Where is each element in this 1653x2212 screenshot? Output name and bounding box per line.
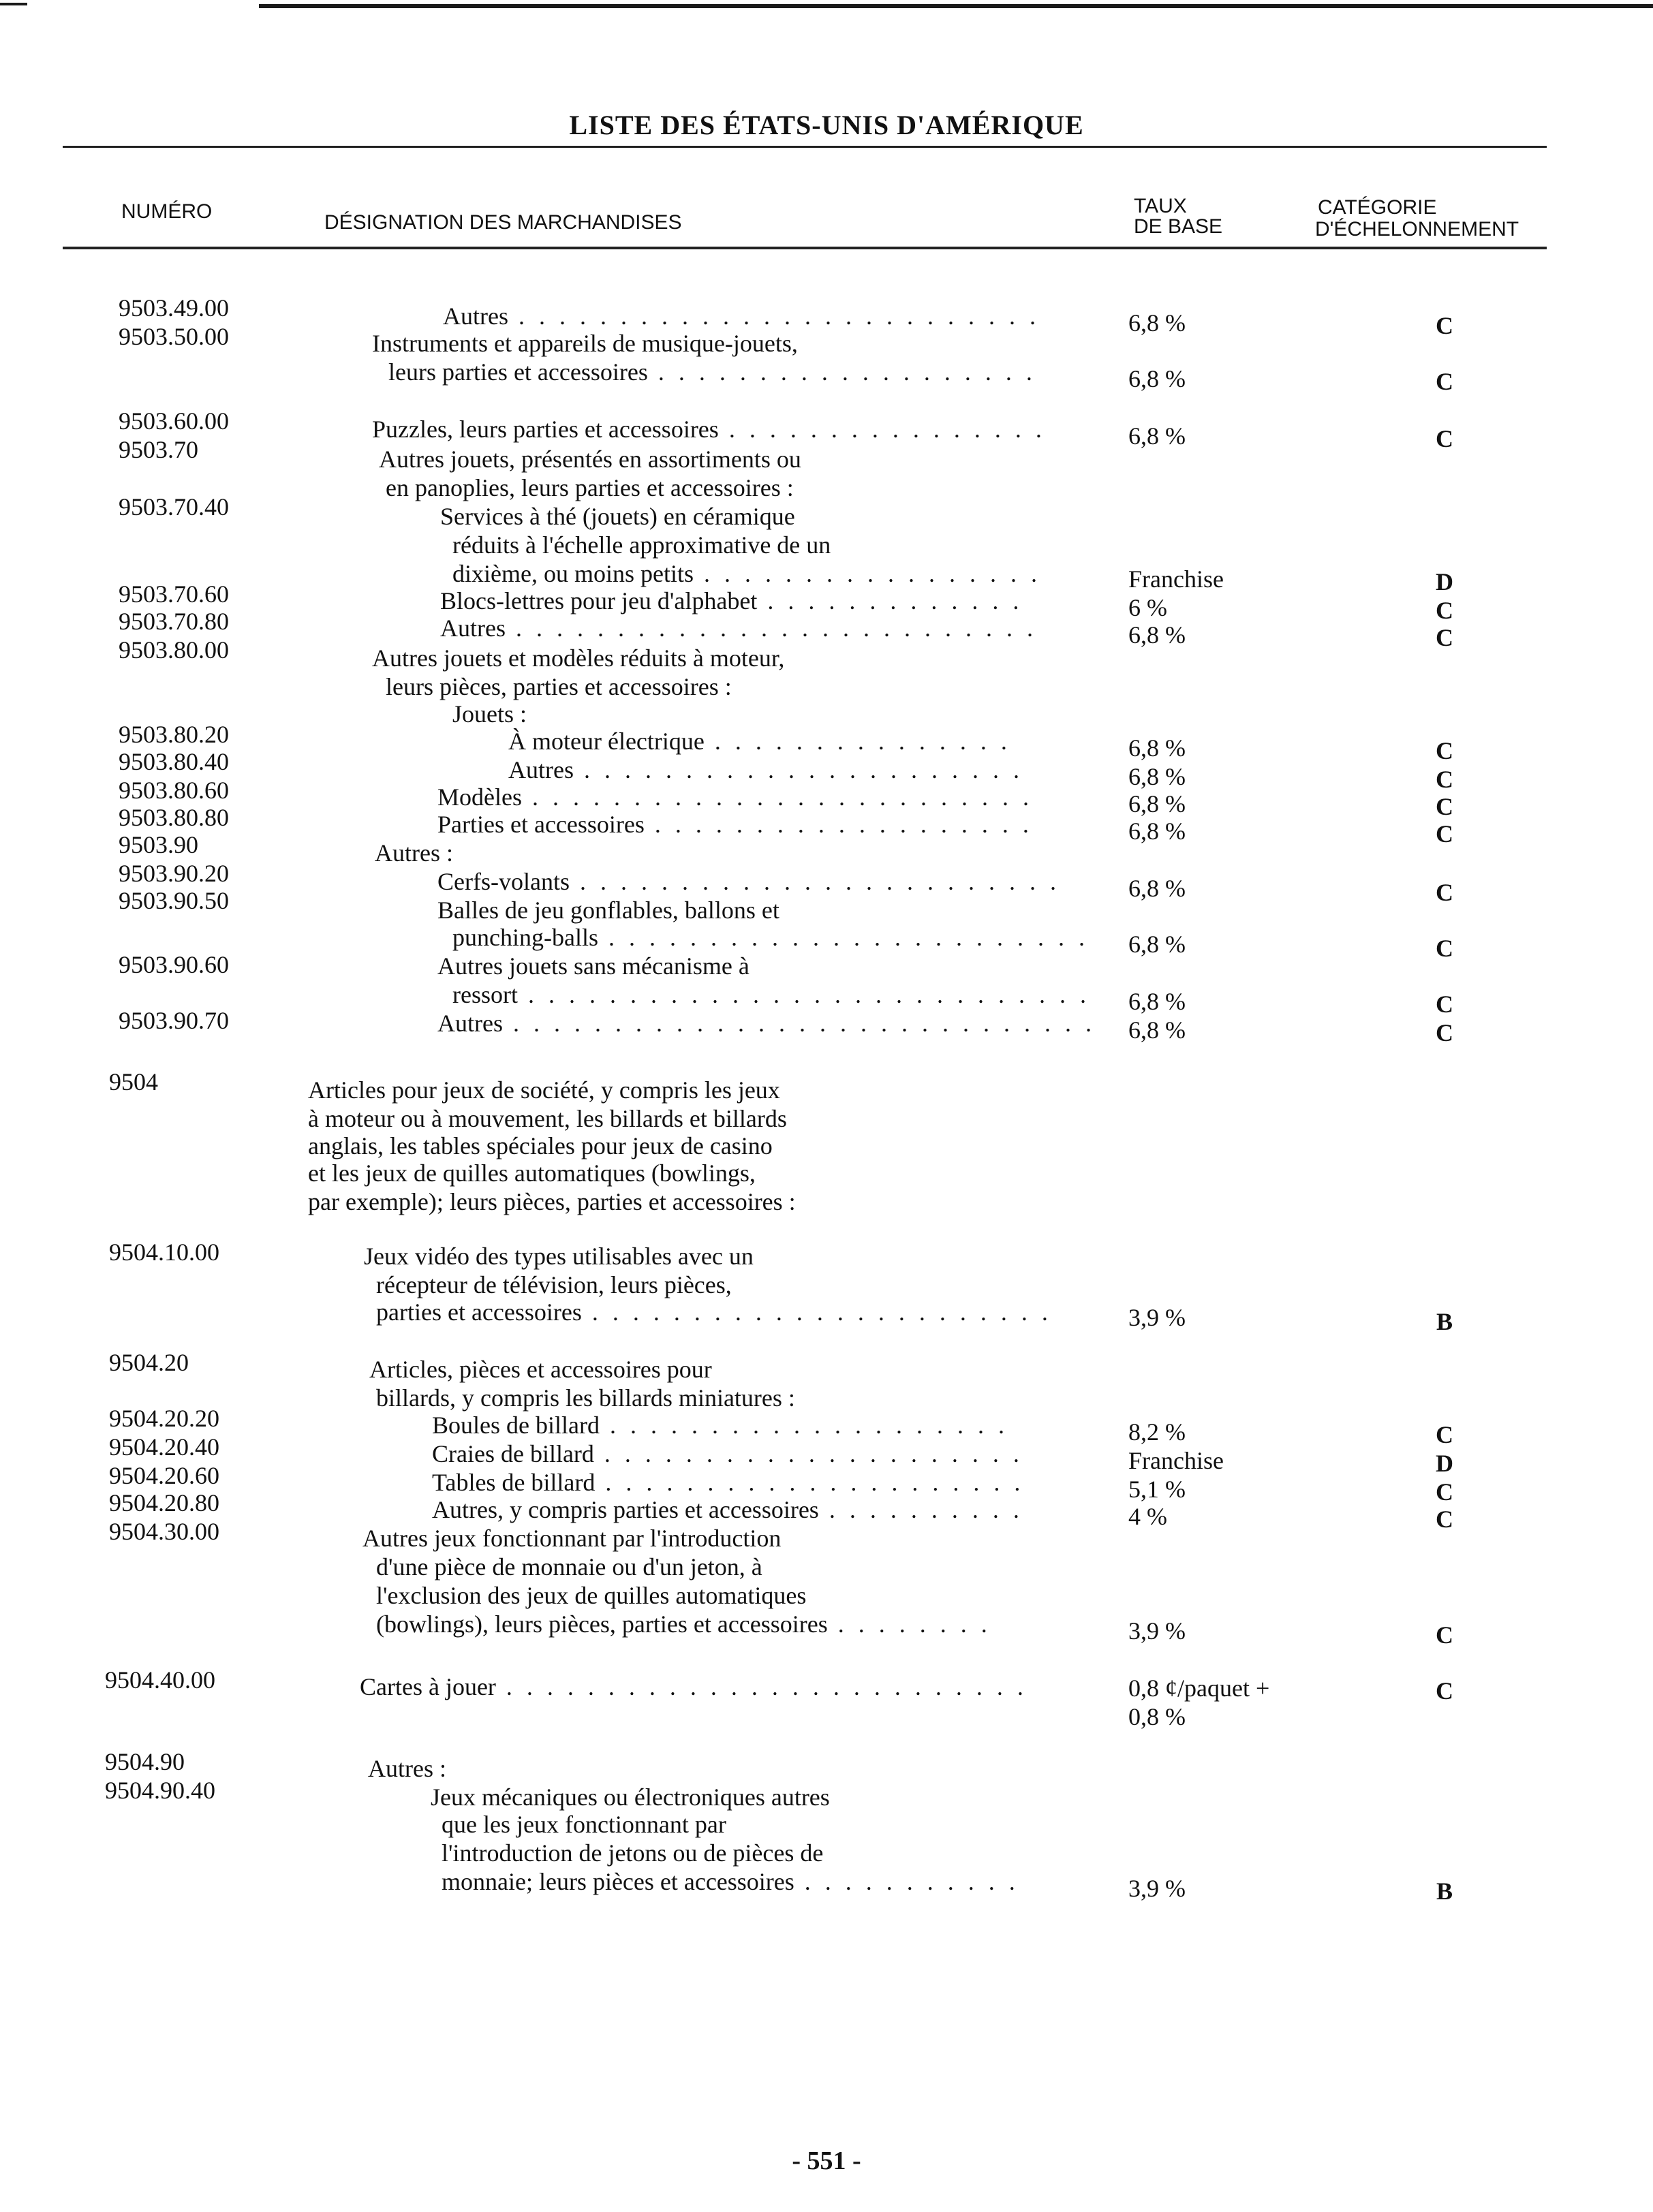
- row-desc: ressort . . . . . . . . . . . . . . . . . . . . . . . . . . . .: [452, 981, 1090, 1008]
- row-code: 9504.20.20: [109, 1405, 219, 1432]
- row-desc-line: à moteur ou à mouvement, les billards et billards: [308, 1105, 787, 1132]
- corner-mark: [0, 3, 27, 14]
- row-desc: Blocs-lettres pour jeu d'alphabet . . . . . . . . . . . . .: [440, 587, 1023, 614]
- row-desc-line: Balles de jeu gonflables, ballons et: [437, 897, 779, 924]
- row-cat: C: [1436, 793, 1453, 820]
- row-desc-line: anglais, les tables spéciales pour jeux de casino: [308, 1132, 773, 1159]
- row-rate: 6,8 %: [1128, 309, 1186, 337]
- row-code: 9503.80.40: [119, 748, 229, 775]
- row-desc: Autres . . . . . . . . . . . . . . . . . . . . . .: [508, 756, 1023, 783]
- row-desc-line: Autres jouets, présentés en assortiments ou: [379, 446, 801, 473]
- row-cat: C: [1436, 935, 1453, 962]
- row-desc: Cartes à jouer . . . . . . . . . . . . . . . . . . . . . . . . . .: [360, 1673, 1028, 1700]
- row-desc-line: Articles pour jeux de société, y compris les jeux: [308, 1076, 780, 1104]
- row-desc: Autres, y compris parties et accessoires . . . . . . . . . .: [432, 1496, 1023, 1523]
- row-desc: Autres . . . . . . . . . . . . . . . . . . . . . . . . . .: [443, 302, 1040, 330]
- row-cat: C: [1436, 368, 1453, 395]
- row-code: 9503.70.40: [119, 493, 229, 520]
- row-rate: 6,8 %: [1128, 365, 1186, 392]
- row-desc-line: récepteur de télévision, leurs pièces,: [376, 1271, 732, 1298]
- row-desc: parties et accessoires . . . . . . . . . . . . . . . . . . . . . . .: [376, 1298, 1052, 1326]
- row-desc: Jouets :: [452, 700, 527, 728]
- row-code: 9503.60.00: [119, 407, 229, 435]
- row-code: 9504.20.40: [109, 1433, 219, 1461]
- header-cat-2: D'ÉCHELONNEMENT: [1315, 218, 1519, 240]
- row-rate: 3,9 %: [1128, 1304, 1186, 1331]
- row-desc-line: Autres jeux fonctionnant par l'introduction: [362, 1525, 782, 1552]
- row-desc-line: par exemple); leurs pièces, parties et accessoires :: [308, 1188, 796, 1215]
- row-code: 9503.50.00: [119, 323, 229, 350]
- row-code: 9503.80.00: [119, 636, 229, 664]
- row-desc: Boules de billard . . . . . . . . . . . . . . . . . . . .: [432, 1412, 1008, 1439]
- row-cat: C: [1436, 1506, 1453, 1533]
- row-code: 9504.90.40: [105, 1777, 215, 1804]
- row-rate: 6,8 %: [1128, 817, 1186, 845]
- row-code: 9503.90.70: [119, 1007, 229, 1034]
- row-desc: Modèles . . . . . . . . . . . . . . . . . . . . . . . . .: [437, 783, 1033, 811]
- row-cat: B: [1436, 1878, 1453, 1905]
- row-cat: D: [1436, 1450, 1453, 1477]
- row-rate-continued: 0,8 %: [1128, 1703, 1186, 1730]
- row-rate: 6,8 %: [1128, 931, 1186, 958]
- row-desc: dixième, ou moins petits . . . . . . . . . . . . . . . . .: [452, 560, 1041, 587]
- row-code: 9503.90.50: [119, 887, 229, 914]
- row-desc: Autres . . . . . . . . . . . . . . . . . . . . . . . . . .: [440, 614, 1037, 642]
- row-cat: C: [1436, 1677, 1453, 1704]
- row-code: 9503.80.60: [119, 777, 229, 804]
- row-desc: À moteur électrique . . . . . . . . . . . . . . .: [508, 728, 1011, 755]
- row-code: 9504: [109, 1068, 158, 1095]
- row-desc-line: Jeux vidéo des types utilisables avec un: [364, 1243, 754, 1270]
- row-desc: monnaie; leurs pièces et accessoires . . . . . . . . . . .: [442, 1868, 1019, 1895]
- row-desc: en panoplies, leurs parties et accessoires :: [386, 474, 794, 501]
- row-cat: C: [1436, 737, 1453, 764]
- row-desc: leurs parties et accessoires . . . . . . . . . . . . . . . . . . .: [388, 358, 1036, 386]
- row-cat: C: [1436, 1421, 1453, 1448]
- top-border-line: [259, 4, 1653, 8]
- row-code: 9504.20.60: [109, 1462, 219, 1489]
- row-desc: Craies de billard . . . . . . . . . . . . . . . . . . . . .: [432, 1440, 1023, 1467]
- row-rate: 6,8 %: [1128, 621, 1186, 649]
- row-code: 9504.40.00: [105, 1666, 215, 1694]
- row-code: 9503.70: [119, 436, 198, 463]
- row-rate: 8,2 %: [1128, 1418, 1186, 1446]
- row-desc: Cerfs-volants . . . . . . . . . . . . . . . . . . . . . . . .: [437, 868, 1060, 895]
- row-rate: 5,1 %: [1128, 1476, 1186, 1503]
- page-number: - 551 -: [792, 2147, 861, 2175]
- header-taux-1: TAUX: [1134, 195, 1187, 217]
- row-desc: punching-balls . . . . . . . . . . . . . . . . . . . . . . . .: [452, 924, 1089, 951]
- row-rate: Franchise: [1128, 565, 1224, 593]
- row-desc-line: que les jeux fonctionnant par: [442, 1811, 726, 1838]
- row-cat: C: [1436, 1621, 1453, 1649]
- row-rate: 6,8 %: [1128, 734, 1186, 762]
- row-desc: Tables de billard . . . . . . . . . . . . . . . . . . . . .: [432, 1469, 1025, 1496]
- row-cat: C: [1436, 1019, 1453, 1046]
- row-code: 9504.90: [105, 1748, 185, 1775]
- row-rate: 6,8 %: [1128, 422, 1186, 450]
- row-desc-line: Instruments et appareils de musique-jouets,: [372, 330, 798, 357]
- row-code: 9504.30.00: [109, 1518, 219, 1545]
- row-rate: 0,8 ¢/paquet +: [1128, 1674, 1270, 1702]
- row-rate: Franchise: [1128, 1447, 1224, 1474]
- row-rate: 6,8 %: [1128, 1016, 1186, 1044]
- title-rule: [63, 146, 1547, 148]
- row-code: 9503.90.20: [119, 860, 229, 887]
- row-desc-line: réduits à l'échelle approximative de un: [452, 531, 831, 559]
- row-desc: billards, y compris les billards miniatures :: [376, 1384, 795, 1412]
- header-taux-2: DE BASE: [1134, 215, 1223, 238]
- row-code: 9504.10.00: [109, 1239, 219, 1266]
- row-desc-line: Articles, pièces et accessoires pour: [369, 1356, 712, 1383]
- row-desc: (bowlings), leurs pièces, parties et accessoires . . . . . . . .: [376, 1610, 991, 1638]
- row-code: 9503.80.20: [119, 721, 229, 748]
- row-cat: C: [1436, 766, 1453, 793]
- row-cat: D: [1436, 568, 1453, 595]
- row-desc-line: Autres jouets et modèles réduits à moteur,: [372, 644, 785, 672]
- row-desc-line: Autres jouets sans mécanisme à: [437, 952, 750, 980]
- row-desc: leurs pièces, parties et accessoires :: [386, 673, 732, 700]
- page-title: LISTE DES ÉTATS-UNIS D'AMÉRIQUE: [569, 110, 1084, 140]
- row-code: 9503.80.80: [119, 804, 229, 831]
- row-code: 9503.90.60: [119, 951, 229, 978]
- header-numero: NUMÉRO: [121, 200, 213, 223]
- row-desc: Puzzles, leurs parties et accessoires . . . . . . . . . . . . . . . .: [372, 416, 1046, 443]
- row-cat: B: [1436, 1308, 1453, 1335]
- row-code: 9503.49.00: [119, 294, 229, 322]
- row-rate: 4 %: [1128, 1503, 1167, 1530]
- row-rate: 3,9 %: [1128, 1875, 1186, 1902]
- header-designation: DÉSIGNATION DES MARCHANDISES: [324, 211, 682, 234]
- row-cat: C: [1436, 425, 1453, 452]
- row-rate: 6,8 %: [1128, 790, 1186, 817]
- row-code: 9503.90: [119, 831, 198, 858]
- row-rate: 3,9 %: [1128, 1617, 1186, 1645]
- row-desc-line: l'introduction de jetons ou de pièces de: [442, 1839, 824, 1867]
- row-desc-line: d'une pièce de monnaie ou d'un jeton, à: [376, 1553, 762, 1580]
- row-desc: Parties et accessoires . . . . . . . . . . . . . . . . . . .: [437, 811, 1033, 838]
- row-rate: 6,8 %: [1128, 763, 1186, 790]
- row-desc: Autres . . . . . . . . . . . . . . . . . . . . . . . . . . . . .: [437, 1010, 1096, 1037]
- row-code: 9503.70.80: [119, 608, 229, 635]
- row-desc: Autres :: [375, 839, 453, 867]
- row-cat: C: [1436, 597, 1453, 624]
- header-rule: [63, 247, 1547, 249]
- row-rate: 6,8 %: [1128, 988, 1186, 1015]
- row-rate: 6,8 %: [1128, 875, 1186, 902]
- row-cat: C: [1436, 879, 1453, 906]
- header-cat-1: CATÉGORIE: [1318, 196, 1437, 219]
- row-cat: C: [1436, 312, 1453, 339]
- row-cat: C: [1436, 624, 1453, 651]
- row-desc-line: l'exclusion des jeux de quilles automatiques: [376, 1582, 807, 1609]
- row-desc-line: et les jeux de quilles automatiques (bowlings,: [308, 1159, 756, 1187]
- row-code: 9504.20: [109, 1349, 189, 1376]
- row-cat: C: [1436, 991, 1453, 1018]
- row-desc-line: Jeux mécaniques ou électroniques autres: [431, 1783, 830, 1811]
- row-cat: C: [1436, 820, 1453, 847]
- row-code: 9503.70.60: [119, 580, 229, 608]
- row-desc: Autres :: [368, 1755, 446, 1782]
- row-cat: C: [1436, 1478, 1453, 1506]
- row-rate: 6 %: [1128, 594, 1167, 621]
- row-code: 9504.20.80: [109, 1489, 219, 1516]
- row-desc-line: Services à thé (jouets) en céramique: [440, 503, 795, 530]
